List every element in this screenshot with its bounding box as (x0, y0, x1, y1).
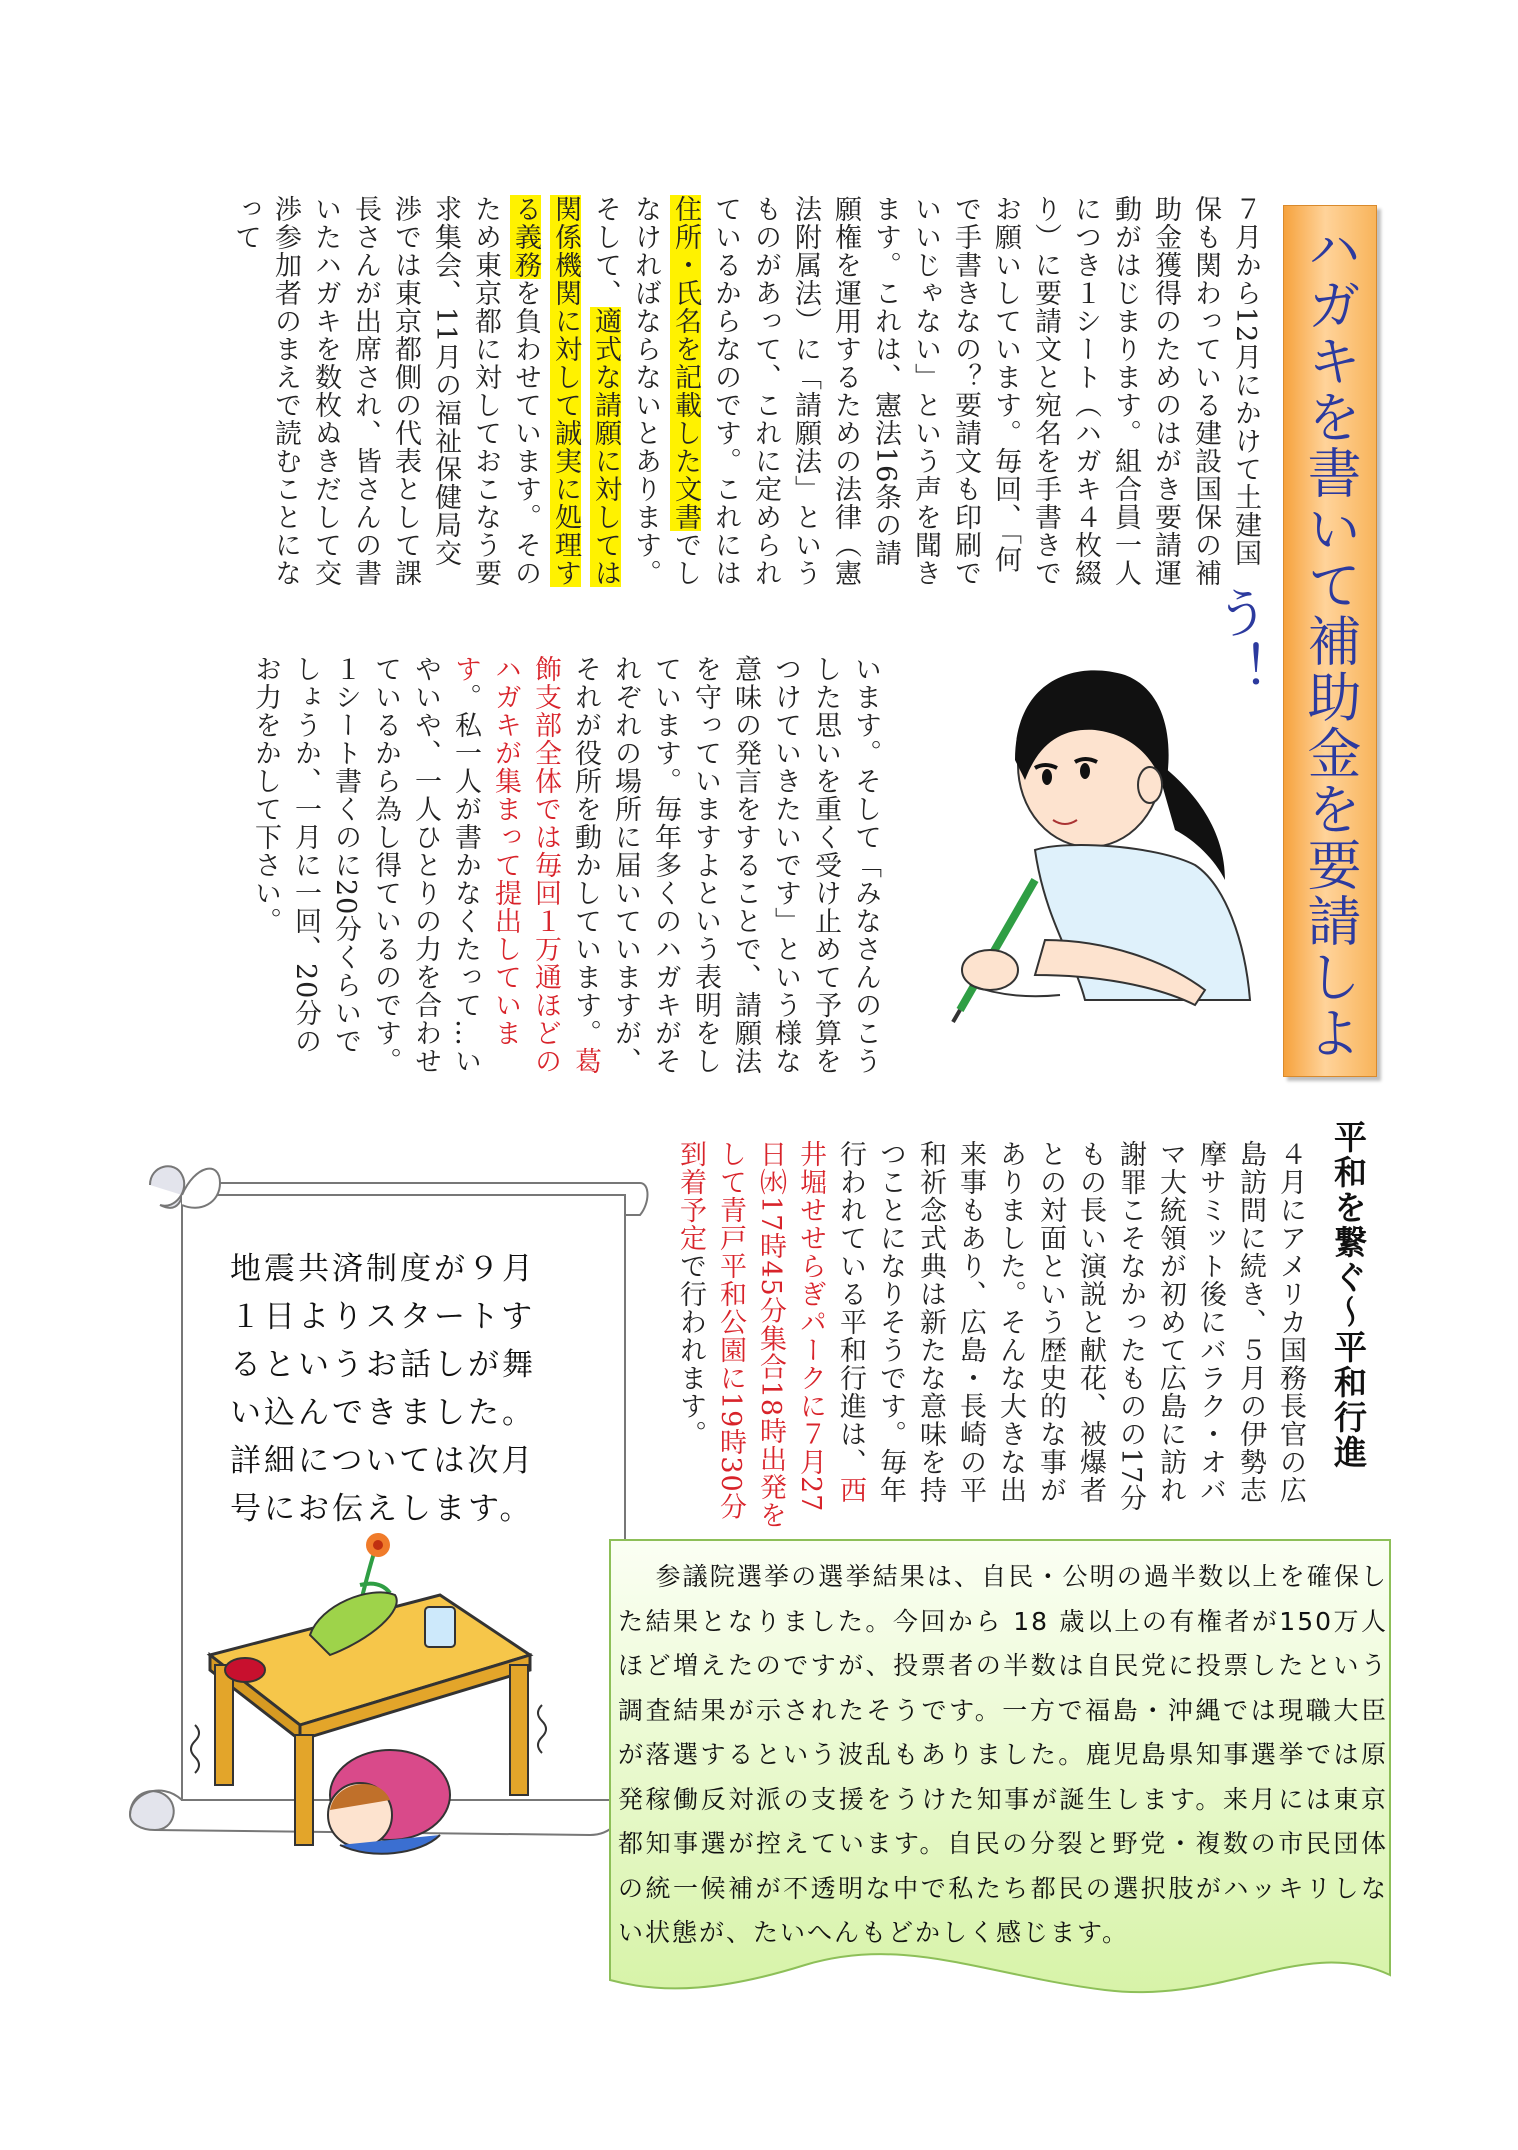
highlight-address-requirement: 住所・氏名を記載した文書 (670, 195, 701, 531)
article-paragraph (245, 655, 885, 1075)
article-postcard-request-continued (145, 655, 885, 1075)
article-text: います。そして「みなさんのこうした思いを重く受け止めて予算をつけていきたいです」という様な意味の発言をすることで、請願法を守っていますよという表明をしています。毎年多くのハガキがそれぞれの場所に届いていますが、それが役所を動かしています。 (570, 655, 881, 1075)
peace-text: で行われます。 (675, 1252, 706, 1448)
article-text: でしなければならないとあります。そして、 (590, 195, 701, 587)
article-text: ７月から12月にかけて土建国保も関わっている建設国保の補助金獲得のためのはがき要請運動がはじまります。組合員一人につき１シート（ハガキ４枚綴り）に要請文と宛名を手書きでお願いしています。毎回、「何で手書きなの？要請文も印刷でいいじゃない」という声を聞きます。これは、憲法16条の請願権を運用するための法律（憲法附属法）に「請願法」というものがあって、これに定められているからなのです。これには (710, 195, 1261, 587)
article-paragraph (225, 195, 1265, 595)
emphasis-march-schedule: 西井堀せせらぎパークに７月27日㈬17時45分集合18時出発をして青戸平和公園に19時30分到着予定 (675, 1140, 866, 1530)
page-title: ハガキを書いて補助金を要請しよう！ (1207, 221, 1362, 1061)
election-results-text: 参議院選挙の選挙結果は、自民・公明の過半数以上を確保した結果となりました。今回から 18 歳以上の有権者が150万人ほど増えたのですが、投票者の半数は自民党に投票したという調査結果が示されたそうです。一方で福島・沖縄では現職大臣が落選するという波乱もありました。鹿児島県知事選挙では原発稼働反対派の支援をうけた知事が誕生します。来月には東京都知事選が控えています。自民の分裂と野党・複数の市民団体の統一候補が不透明な中で私たち都民の選択肢がハッキリしない状態が、たいへんもどかしく感じます。 (618, 1562, 1388, 1947)
article-text: 。私一人が書かなくたって…いやいや、一人ひとりの力を合わせているから為し得ているのです。１シート書くのに20分くらいでしょうか、一月に一回、20分のお力をかして下さい。 (250, 655, 481, 1075)
peace-march-body (650, 1140, 1310, 1530)
peace-march-heading: 平和を繋ぐ～平和行進 (1329, 1120, 1368, 1470)
peace-text: ４月にアメリカ国務長官の広島訪問に続き、５月の伊勢志摩サミット後にバラク・オバマ大統領が初めて広島に訪れ謝罪こそなかったものの17分もの長い演説と献花、被爆者との対面という歴史的な事がありました。そんな大きな出来事もあり、広島・長崎の平和祈念式典は新たな意味を持つことになりそうです。毎年行われている平和行進は、 (835, 1140, 1306, 1513)
girl-writing-illustration (925, 640, 1285, 1040)
emphasis-postcard-count: 葛飾支部全体では毎回１万通ほどのハガキが集まって提出しています (450, 655, 601, 1075)
highlight-obligation: 適式な請願に対しては関係機関に対して誠実に処理する義務 (510, 195, 621, 587)
earthquake-table-illustration (190, 1525, 550, 1865)
earthquake-notice-text: 地震共済制度が９月１日よりスタートするというお話しが舞い込んできました。詳細については次月号にお伝えします。 (230, 1251, 536, 1527)
article-text: を負わせています。そのため東京都に対しておこなう要求集会、11月の福祉保健局交渉では東京都側の代表として課長さんが出席され、皆さんの書いたハガキを数枚ぬきだして交渉参加者のまえで読むことになって (230, 195, 541, 587)
peace-paragraph (670, 1140, 1310, 1530)
article-postcard-request (115, 195, 1265, 595)
title-banner (1207, 205, 1377, 1077)
